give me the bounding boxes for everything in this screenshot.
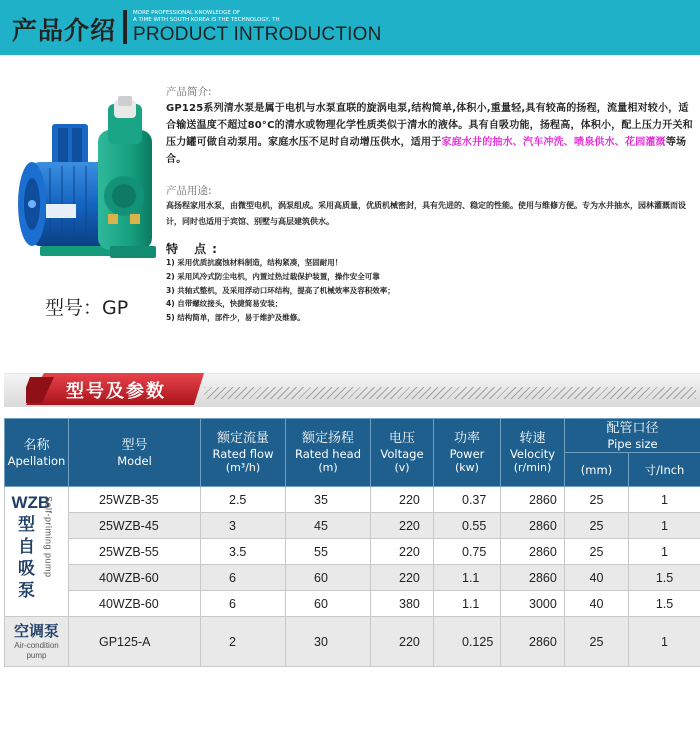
cell-flow: 2.5	[201, 487, 286, 513]
col-model: 型号 Model	[69, 419, 201, 487]
header-band	[0, 0, 700, 55]
table-row	[5, 513, 700, 539]
table-row	[5, 565, 700, 591]
feature-item: 5) 结构简单，部件少，易于维护及维修。	[166, 313, 305, 323]
usage-paragraph: 高扬程家用水泵，由微型电机，涡泵组成。采用高质量，优质机械密封，具有先进的、稳定的性能。使用与维修方便。专为水井抽水，园林灌溉而设计，同时也适用于宾馆、别墅与高层建筑供水。	[166, 201, 686, 226]
header-divider	[123, 10, 127, 44]
table-row	[5, 591, 700, 617]
cell-power: 0.125	[434, 617, 501, 667]
group-air-condition-en-2: pump	[26, 650, 47, 660]
cell-head: 60	[286, 591, 371, 617]
cell-pipe-mm: 25	[565, 539, 629, 565]
table-header-row	[5, 419, 700, 453]
cell-voltage: 220	[371, 565, 434, 591]
cell-pipe-mm: 25	[565, 487, 629, 513]
cell-voltage: 220	[371, 513, 434, 539]
intro-highlight: 家庭水井的抽水、汽车冲洗、喷泉供水、花园灌溉	[441, 137, 666, 148]
group-air-condition-cn: 空调泵	[13, 622, 59, 640]
cell-pipe-mm: 25	[565, 513, 629, 539]
cell-voltage: 380	[371, 591, 434, 617]
cell-model: GP125-A	[69, 617, 201, 667]
group-self-priming-cn: WZB型自吸泵	[11, 492, 51, 600]
feature-item: 2) 采用风冷式防尘电机，内置过热过载保护装置，操作安全可靠	[166, 271, 380, 281]
cell-model: 25WZB-45	[69, 513, 201, 539]
params-banner	[4, 367, 700, 411]
cell-pipe-inch: 1.5	[629, 565, 700, 591]
cell-voltage: 220	[371, 487, 434, 513]
features-title: 特 点:	[166, 242, 223, 256]
cell-speed: 2860	[501, 539, 565, 565]
banner-stripes	[204, 387, 696, 399]
col-name: 名称 Apellation	[5, 419, 69, 487]
table-row	[5, 487, 700, 513]
cell-pipe-inch: 1	[629, 513, 700, 539]
cell-power: 1.1	[434, 591, 501, 617]
col-pipe-mm: (mm)	[565, 453, 629, 487]
col-head: 额定扬程 Rated head (m)	[286, 419, 371, 487]
cell-speed: 2860	[501, 513, 565, 539]
cell-speed: 2860	[501, 617, 565, 667]
group-self-priming	[5, 487, 69, 617]
cell-pipe-mm: 40	[565, 591, 629, 617]
pump-product-image	[10, 96, 160, 271]
usage-title: 产品用途:	[166, 185, 212, 197]
cell-power: 0.75	[434, 539, 501, 565]
product-intro	[166, 84, 694, 168]
cell-speed: 2860	[501, 565, 565, 591]
cell-voltage: 220	[371, 617, 434, 667]
cell-pipe-inch: 1	[629, 617, 700, 667]
cell-power: 0.55	[434, 513, 501, 539]
col-pipe: 配管口径 Pipe size	[565, 419, 700, 453]
cell-flow: 3	[201, 513, 286, 539]
header-small-text: MORE PROFESSIONAL KNOWLEDGE OF A TIME WITH SOUTH KOREA IS THE TECHNOLOGY, TH	[133, 10, 280, 23]
feature-item: 1) 采用优质抗腐蚀材料制造，结构紧凑，坚固耐用！	[166, 258, 343, 267]
cell-flow: 6	[201, 565, 286, 591]
model-caption: 型号：GP	[45, 297, 129, 319]
col-voltage: 电压 Voltage (v)	[371, 419, 434, 487]
table-row	[5, 617, 700, 667]
group-air-condition	[5, 617, 69, 667]
cell-model: 40WZB-60	[69, 565, 201, 591]
feature-item: 3) 共轴式整机，及采用浮动口环结构，提高了机械效率及容积效率；	[166, 285, 395, 295]
table-row	[5, 539, 700, 565]
cell-pipe-inch: 1	[629, 487, 700, 513]
cell-flow: 6	[201, 591, 286, 617]
intro-paragraph: GP125系列清水泵是属于电机与水泵直联的旋涡电泵,结构简单,体积小,重量轻,具有较高的扬程，流量相对较小，适合输送温度不超过80°C的清水或物理化学性质类似于清水的液体。具有自吸功能，扬程高，体积小，配上压力开关和压力罐可做自动泵用。家庭水压不足时自动增压供水，适用于家庭水井的抽水、汽车冲洗、喷泉供水、花园灌溉等场合。	[166, 103, 693, 165]
cell-pipe-mm: 40	[565, 565, 629, 591]
cell-pipe-inch: 1.5	[629, 591, 700, 617]
col-speed: 转速 Velocity (r/min)	[501, 419, 565, 487]
cell-head: 30	[286, 617, 371, 667]
cell-voltage: 220	[371, 539, 434, 565]
params-table	[4, 418, 700, 667]
cell-model: 25WZB-55	[69, 539, 201, 565]
banner-title: 型号及参数	[66, 381, 166, 402]
header-title-en: PRODUCT INTRODUCTION	[133, 24, 382, 45]
features-list	[166, 256, 694, 325]
cell-model: 40WZB-60	[69, 591, 201, 617]
intro-title: 产品简介:	[166, 86, 212, 98]
cell-model: 25WZB-35	[69, 487, 201, 513]
cell-flow: 2	[201, 617, 286, 667]
col-pipe-inch: 寸/Inch	[629, 453, 700, 487]
cell-head: 55	[286, 539, 371, 565]
col-flow: 额定流量 Rated flow (m³/h)	[201, 419, 286, 487]
cell-head: 45	[286, 513, 371, 539]
group-air-condition-en-1: Air-condition	[14, 640, 59, 650]
col-power: 功率 Power (kw)	[434, 419, 501, 487]
group-self-priming-en: Self-priming pump	[43, 495, 54, 578]
cell-speed: 2860	[501, 487, 565, 513]
cell-pipe-mm: 25	[565, 617, 629, 667]
cell-head: 35	[286, 487, 371, 513]
cell-flow: 3.5	[201, 539, 286, 565]
cell-head: 60	[286, 565, 371, 591]
cell-speed: 3000	[501, 591, 565, 617]
cell-power: 0.37	[434, 487, 501, 513]
cell-pipe-inch: 1	[629, 539, 700, 565]
header-title-cn: 产品介绍	[12, 16, 117, 45]
cell-power: 1.1	[434, 565, 501, 591]
feature-item: 4) 自带螺纹接头，快捷简易安装；	[166, 299, 283, 309]
